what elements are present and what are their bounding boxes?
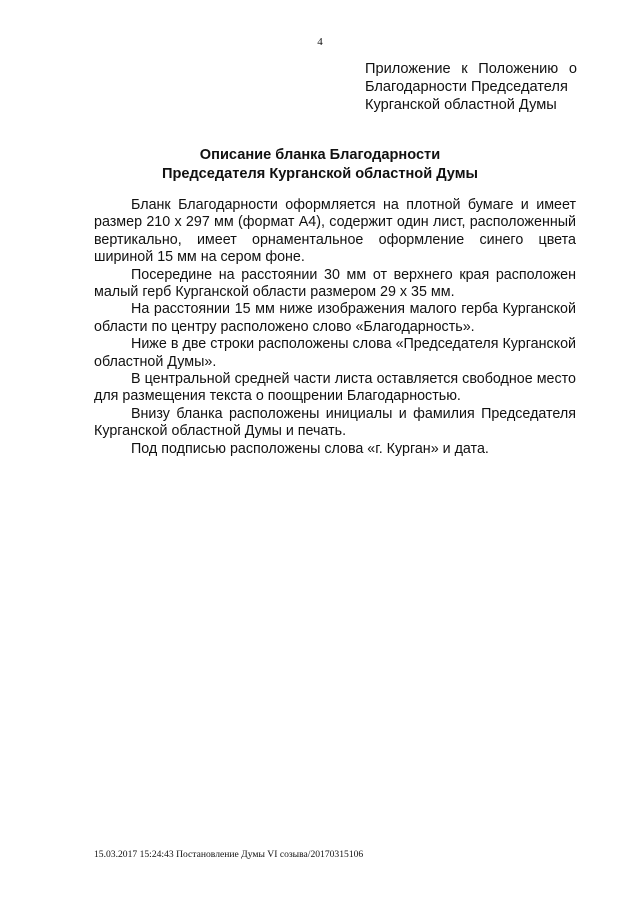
paragraph-7: Под подписью расположены слова «г. Курган» и дата.: [131, 440, 489, 457]
page-number: 4: [317, 36, 323, 48]
paragraph-1: Бланк Благодарности оформляется на плотной бумаге и имеет размер 210 х 297 мм (формат А4), содержит один лист, расположенный вертикально, имеет орнаментальное оформление синего цвета шириной 15 мм на сером фоне.: [94, 197, 576, 266]
paragraph-4: Ниже в две строки расположены слова «Председателя Курганской областной Думы».: [94, 336, 576, 370]
title-line-1: Описание бланка Благодарности: [199, 147, 441, 163]
paragraph-5: В центральной средней части листа оставляется свободное место для размещения текста о поощрении Благодарностью.: [94, 371, 576, 405]
appendix-note: [365, 60, 577, 114]
paragraph-3: На расстоянии 15 мм ниже изображения малого герба Курганской области по центру расположено слово «Благодарность».: [94, 301, 576, 335]
document-title: [0, 146, 640, 184]
appendix-line-3: Курганской областной Думы: [365, 97, 557, 113]
paragraph-2: Посередине на расстоянии 30 мм от верхнего края расположен малый герб Курганской области размером 29 х 35 мм.: [94, 266, 576, 301]
title-line-2: Председателя Курганской областной Думы: [162, 166, 478, 182]
paragraph-6: Внизу бланка расположены инициалы и фамилия Председателя Курганской областной Думы и печать.: [94, 405, 576, 440]
document-body: [94, 197, 576, 458]
appendix-line-2: Благодарности Председателя: [365, 79, 568, 95]
appendix-line-1: Приложение к Положению о: [365, 61, 577, 77]
footer-stamp: 15.03.2017 15:24:43 Постановление Думы VI созыва/20170315106: [94, 849, 364, 860]
